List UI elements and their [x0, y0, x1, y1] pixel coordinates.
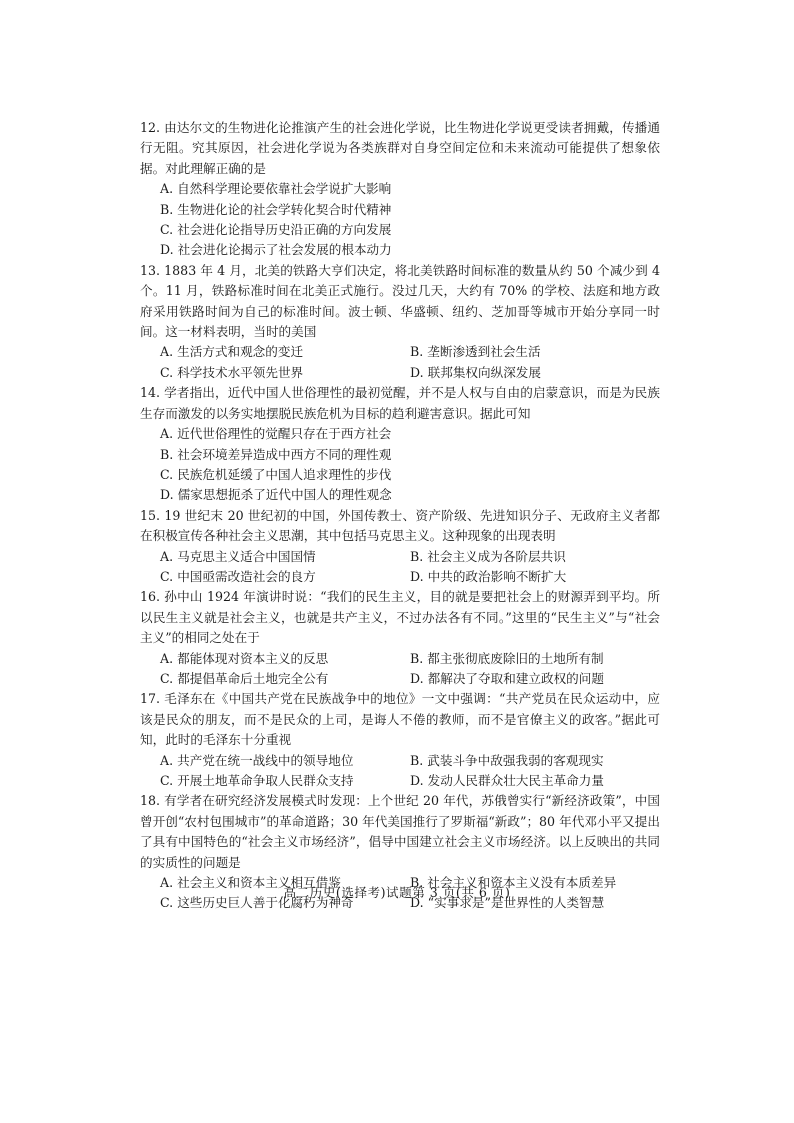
question-15: [140, 506, 660, 588]
option-a: A. 都能体现对资本主义的反思: [160, 650, 329, 666]
option-d: D. “实事求是”是世界性的人类智慧: [410, 895, 605, 911]
options-row: [160, 363, 660, 383]
option-d: D. 中共的政治影响不断扩大: [410, 568, 567, 584]
options-row: [160, 771, 660, 791]
option-b: B. 社会主义和资本主义没有本质差异: [410, 875, 617, 891]
question-stem: 14. 学者指出，近代中国人世俗理性的最初觉醒，并不是人权与自由的启蒙意识，而是为民族生存而激发的以务实地摆脱民族危机为目标的趋利避害意识。据此可知: [140, 385, 660, 421]
option-b: B. 垄断渗透到社会生活: [410, 344, 541, 360]
option-d: D. 社会进化论揭示了社会发展的根本动力: [160, 242, 392, 258]
question-stem: 15. 19 世纪末 20 世纪初的中国，外国传教士、资产阶级、先进知识分子、无政府主义者都在积极宣传各种社会主义思潮，其中包括马克思主义。这种现象的出现表明: [140, 507, 660, 544]
question-stem: 18. 有学者在研究经济发展模式时发现：上个世纪 20 年代，苏俄曾实行“新经济政策”，中国曾开创“农村包围城市”的革命道路；30 年代美国推行了罗斯福“新政”；80 年代邓小平又提出了具有中国特色的“社会主义市场经济”，倡导中国建立社会主义市场经济。以上反映出的共同的实质性的问题是: [140, 793, 660, 870]
question-stem: 16. 孙中山 1924 年演讲时说：“我们的民生主义，目的就是要把社会上的财源弄到平均。所以民生主义就是社会主义，也就是共产主义，不过办法各有不同。”这里的“民生主义”与“社会主义”的相同之处在于: [140, 589, 660, 646]
option-c: C. 中国亟需改造社会的良方: [160, 568, 316, 584]
page-footer: 高二历史(选择考)试题第 3 页(共 6 页): [283, 885, 511, 900]
option-d: D. 儒家思想扼杀了近代中国人的理性观念: [160, 487, 392, 503]
option-a: A. 马克思主义适合中国国情: [160, 548, 316, 564]
option-c: C. 开展土地革命争取人民群众支持: [160, 773, 354, 788]
option-c: C. 民族危机延缓了中国人追求理性的步伐: [160, 466, 392, 482]
question-16: [140, 587, 660, 689]
option-b: B. 生物进化论的社会学转化契合时代精神: [160, 201, 392, 217]
options-row: [160, 567, 660, 587]
option-c: C. 社会进化论指导历史沿正确的方向发展: [160, 222, 392, 238]
option-a: A. 近代世俗理性的觉醒只存在于西方社会: [160, 426, 392, 442]
options-row: [160, 751, 660, 771]
option-d: D. 联邦集权向纵深发展: [410, 364, 541, 380]
question-stem: 17. 毛泽东在《中国共产党在民族战争中的地位》一文中强调：“共产党员在民众运动中，应该是民众的朋友，而不是民众的上司，是诲人不倦的教师，而不是官僚主义的政客。”据此可知，此时的毛泽东十分重视: [140, 691, 660, 748]
option-c: C. 科学技术水平领先世界: [160, 364, 304, 380]
option-b: B. 社会环境差异造成中西方不同的理性观: [160, 446, 392, 462]
option-a: A. 生活方式和观念的变迁: [160, 344, 304, 360]
question-stem: 13. 1883 年 4 月，北美的铁路大亨们决定，将北美铁路时间标准的数量从约 50 个减少到 4 个。11 月，铁路标准时间在北美正式施行。没过几天，大约有 70% 的学校、法庭和地方政府采用铁路时间为自己的标准时间。波士顿、华盛顿、纽约、芝加哥等城市开始分享同一时间。这一材料表明，当时的美国: [140, 262, 660, 340]
options-list: [160, 547, 660, 588]
option-d: D. 发动人民群众壮大民主革命力量: [410, 773, 604, 788]
question-stem: 12. 由达尔文的生物进化论推演产生的社会进化学说，比生物进化学说更受读者拥戴，传播通行无阻。究其原因，社会进化学说为各类族群对自身空间定位和未来流动可能提供了想象依据。对此理解正确的是: [140, 120, 660, 176]
option-b: B. 武装斗争中敌强我弱的客观现实: [410, 752, 604, 768]
option-c: C. 都提倡革命后土地完全公有: [160, 670, 329, 686]
option-a: A. 社会主义和资本主义相互借鉴: [160, 875, 341, 891]
options-list: [160, 424, 660, 506]
option-b: B. 社会主义成为各阶层共识: [410, 548, 566, 564]
option-d: D. 都解决了夺取和建立政权的问题: [410, 670, 604, 686]
options-list: [160, 342, 660, 383]
exam-page: [140, 118, 660, 914]
option-a: A. 自然科学理论要依靠社会学说扩大影响: [160, 181, 392, 197]
question-14: [140, 383, 660, 505]
question-12: [140, 118, 660, 261]
option-b: B. 都主张彻底废除旧的土地所有制: [410, 650, 604, 666]
option-c: C. 这些历史巨人善于化腐朽为神奇: [160, 895, 354, 911]
options-row: [160, 669, 660, 689]
question-13: [140, 261, 660, 383]
option-a: A. 共产党在统一战线中的领导地位: [160, 752, 354, 768]
options-list: [160, 179, 660, 261]
options-list: [160, 649, 660, 690]
options-row: [160, 342, 660, 362]
question-17: [140, 689, 660, 791]
options-list: [160, 751, 660, 792]
options-row: [160, 649, 660, 669]
options-row: [160, 547, 660, 567]
